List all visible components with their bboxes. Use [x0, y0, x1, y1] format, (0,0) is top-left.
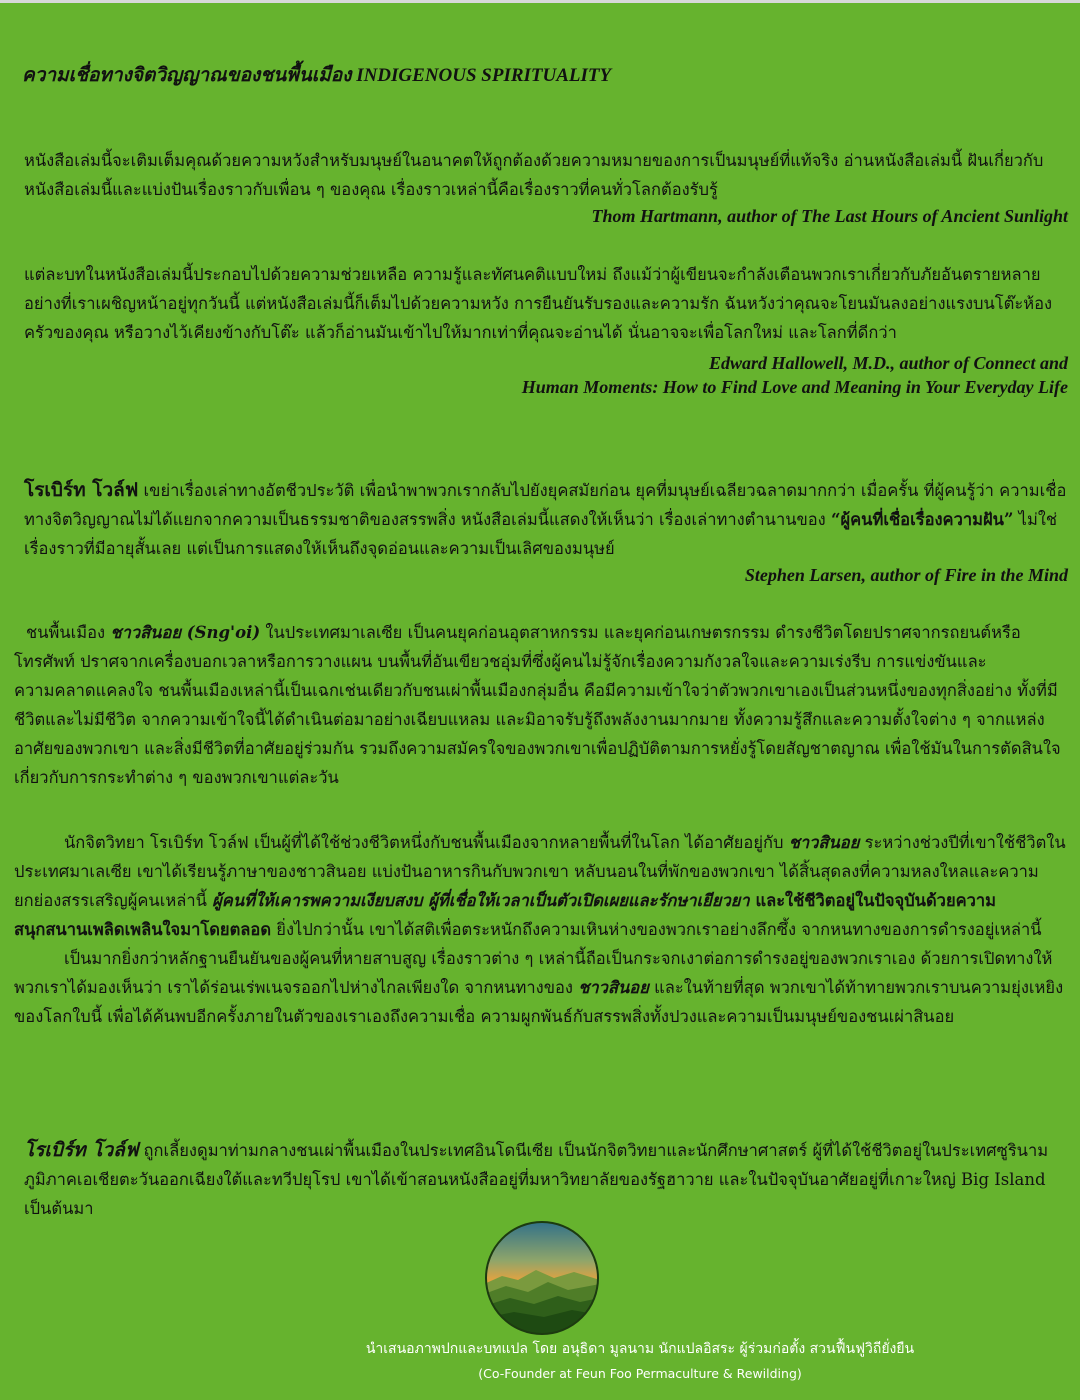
paragraph-psychologist-text: [14, 828, 1068, 944]
para6-highlight: ชาวสินอย: [578, 978, 649, 997]
review-3-lead: โรเบิร์ท โวล์ฟ: [24, 479, 139, 501]
para4-text-b: ในประเทศมาเลเซีย เป็นคนยุคก่อนอุตสาหกรรม และยุคก่อนเกษตรกรรม ดำรงชีวิตโดยปราศจากรถยนต์หรือโทรศัพท์ ปราศจากเครื่องบอกเวลาหรือการวางแผน บนพื้นที่อันเขียวชอุ่มที่ซึ่งผู้คนไม่รู้จักเรื่องความกังวลใจและความเร่งรีบ การแข่งขันและความคลาดแคลงใจ ชนพื้นเมืองเหล่านี้เป็นเฉกเช่นเดียวกับชนเผ่าพื้นเมืองกลุ่มอื่น คือมีความเข้าใจว่าตัวพวกเขาเองเป็นส่วนหนึ่งของทุกสิ่งอย่าง ทั้งที่มีชีวิตและไม่มีชีวิต จากความเข้าใจนี้ได้ดำเนินต่อมาอย่างเฉียบแหลม และมิอาจรับรู้ถึงพลังงานมากมาย ทั้งความรู้สึกและความตั้งใจต่าง ๆ จากแหล่งอาศัยของพวกเขา และสิ่งมีชีวิตที่อาศัยอยู่ร่วมกัน รวมถึงความสมัครใจของพวกเขาเพื่อปฏิบัติตามการหยั่งรู้โดยสัญชาตญาณ เพื่อใช้มันในการตัดสินใจเกี่ยวกับการกระทำต่าง ๆ ของพวกเขาแต่ละวัน: [14, 623, 1061, 787]
bio-text: ถูกเลี้ยงดูมาท่ามกลางชนเผ่าพื้นเมืองในประเทศอินโดนีเซีย เป็นนักจิตวิทยาและนักศึกษาศาสตร์ ผู้ที่ได้ใช้ชีวิตอยู่ในประเทศซูรินาม ภูมิภาคเอเชียตะวันออกเฉียงใต้และทวีปยุโรป เขาได้เข้าสอนหนังสืออยู่ที่มหาวิทยาลัยของรัฐฮาวาย และในปัจจุบันอาศัยอยู่ที่เกาะใหญ่ Big Island เป็นต้นมา: [24, 1141, 1049, 1218]
review-1: [24, 146, 1068, 228]
review-2: [24, 260, 1068, 399]
paragraph-mirror-text: [14, 944, 1068, 1031]
para6-text-b: และในท้ายที่สุด พวกเขาได้ท้าทายพวกเราบนความยุ่งเหยิงของโลกใบนี้ เพื่อได้ค้นพบอีกครั้งภายในตัวของเราเองถึงความเชื่อ ความผูกพันธ์กับสรรพสิ่งทั้งปวงและความเป็นมนุษย์ของชนเผ่าสินอย: [14, 978, 1064, 1026]
review-3-text-b: ไม่ใช่เรื่องราวที่มีอายุสั้นเลย แต่เป็นการแสดงให้เห็นถึงจุดอ่อนและความเป็นเลิศของมนุษย์: [24, 510, 1058, 558]
review-3-highlight: “ผู้คนที่เชื่อเรื่องความฝัน”: [830, 510, 1014, 529]
review-3-signature: Stephen Larsen, author of Fire in the Mind: [744, 565, 1068, 585]
para5-text-b: ระหว่างช่วงปีที่เขาใช้ชีวิตในประเทศมาเลเซีย เขาได้เรียนรู้ภาษาของชาวสินอย แบ่งปันอาหารกินกับพวกเขา หลับนอนในที่พักของพวกเขา ได้สิ้นสุดลงที่ความหลงใหลและความยกย่องสรรเสริญผู้คนเหล่านี้: [14, 833, 1066, 910]
bio-lead: โรเบิร์ท โวล์ฟ: [24, 1139, 139, 1161]
para6-text-a: เป็นมากยิ่งกว่าหลักฐานยืนยันของผู้คนที่หายสาบสูญ เรื่องราวต่าง ๆ เหล่านี้ถือเป็นกระจกเงาต่อการดำรงอยู่ของพวกเราเอง ด้วยการเปิดทางให้พวกเราได้มองเห็นว่า เราได้ร่อนเร่พเนจรออกไปห่างไกลเพียงใด จากหนทางของ: [14, 949, 1053, 997]
paragraph-sngoi-text: [14, 618, 1068, 792]
review-3-text-a: เขย่าเรื่องเล่าทางอัตชีวประวัติ เพื่อนำพาพวกเรากลับไปยังยุคสมัยก่อน ยุคที่มนุษย์เฉลียวฉลาดมากกว่า เมื่อครั้น ที่ผู้คนรู้ว่า ความเชื่อทางจิตวิญญาณไม่ได้แยกจากความเป็นธรรมชาติของสรรพสิ่ง หนังสือเล่มนี้แสดงให้เห็นว่า เรื่องเล่าทางตำนานของ: [24, 481, 1067, 529]
para4-text-a: ชนพื้นเมือง: [26, 623, 111, 642]
para5-highlight1: ชาวสินอย: [788, 833, 860, 852]
para5-highlight2: ผู้คนที่ให้เคารพความเงียบสงบ ผู้ที่เชื่อให้เวลาเป็นตัวเปิดเผยและรักษาเยียวยา: [212, 891, 750, 910]
author-bio-text: [24, 1136, 1068, 1223]
credit-line-1: นำเสนอภาพปกและบทแปล โดย อนุธิดา มูลนาม นักแปลอิสระ ผู้ร่วมก่อตั้ง สวนฟื้นฟูวิถียั่งยืน: [365, 1341, 915, 1357]
review-1-signature: Thom Hartmann, author of The Last Hours of Ancient Sunlight: [591, 206, 1068, 226]
review-2-text: แต่ละบทในหนังสือเล่มนี้ประกอบไปด้วยความช่วยเหลือ ความรู้และทัศนคติแบบใหม่ ถึงแม้ว่าผู้เขียนจะกำลังเตือนพวกเราเกี่ยวกับภัยอันตรายหลายอย่างที่เราเผชิญหน้าอยู่ทุกวันนี้ แต่หนังสือเล่มนี้ก็เต็มไปด้วยความหวัง การยืนยันรับรองและความรัก ฉันหวังว่าคุณจะโยนมันลงอย่างแรงบนโต๊ะห้องครัวของคุณ หรือวางไว้เคียงข้างกับโต๊ะ แล้วก็อ่านมันเข้าไปให้มากเท่าที่คุณจะอ่านได้ นั่นอาจจะเพื่อโลกใหม่ และโลกที่ดีกว่า: [24, 265, 1053, 342]
author-bio: [24, 1136, 1068, 1223]
review-3: [24, 476, 1068, 587]
review-1-text: หนังสือเล่มนี้จะเติมเต็มคุณด้วยความหวังสำหรับมนุษย์ในอนาคตให้ถูกต้องด้วยความหมายของการเป็นมนุษย์ที่แท้จริง อ่านหนังสือเล่มนี้ ฝันเกี่ยวกับหนังสือเล่มนี้และแบ่งปันเรื่องราวกับเพื่อน ๆ ของคุณ เรื่องราวเหล่านี้คือเรื่องราวที่คนทั่วโลกต้องรับรู้: [24, 151, 1044, 199]
review-2-signature-line1: Edward Hallowell, M.D., author of Connect and: [708, 353, 1068, 373]
para4-highlight: ชาวสินอย (Sng'oi): [110, 623, 261, 642]
mountain-sunset-logo: [484, 1220, 600, 1336]
para5-highlight3: และใช้ชีวิตอยู่ในปัจจุบันด้วยความสนุกสนานเพลิดเพลินใจมาโดยตลอด: [14, 891, 997, 939]
credit-line-2: (Co-Founder at Feun Foo Permaculture & Rewilding): [478, 1366, 802, 1381]
review-3-text: [24, 476, 1068, 563]
paragraph-sngoi: [14, 618, 1068, 792]
page-title: ความเชื่อทางจิตวิญญาณของชนพื้นเมือง INDIGENOUS SPIRITUALITY: [22, 65, 612, 86]
top-border: [0, 0, 1080, 3]
review-2-signature-line2: Human Moments: How to Find Love and Meaning in Your Everyday Life: [521, 377, 1068, 397]
paragraph-psychologist: [14, 828, 1068, 1031]
para5-text-c: ยิ่งไปกว่านั้น เขาได้สติเพื่อตระหนักถึงความเหินห่างของพวกเราอย่างลึกซึ้ง จากหนทางของการดำรงอยู่เหล่านี้: [271, 920, 1042, 939]
para5-text-a: นักจิตวิทยา โรเบิร์ท โวล์ฟ เป็นผู้ที่ได้ใช้ช่วงชีวิตหนึ่งกับชนพื้นเมืองจากหลายพื้นที่ในโลก ได้อาศัยอยู่กับ: [64, 833, 789, 852]
